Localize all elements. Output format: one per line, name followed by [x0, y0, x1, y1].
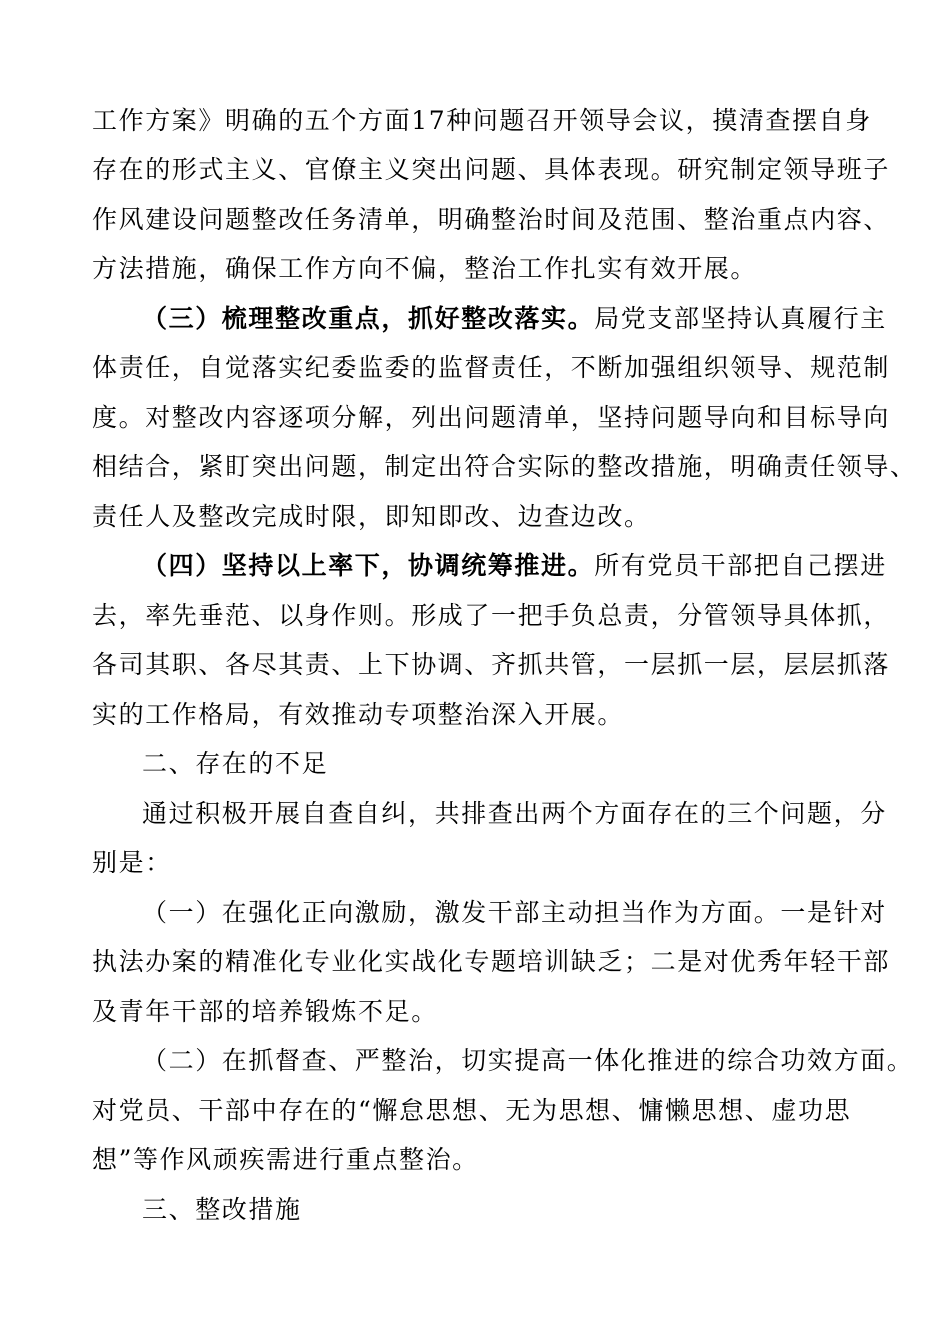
paragraph-line: 别是：: [92, 848, 172, 877]
paragraph-line: （二）在抓督查、严整治，切实提高一体化推进的综合功效方面。: [142, 1046, 914, 1075]
paragraph-line: 作风建设问题整改任务清单，明确整治时间及范围、整治重点内容、: [92, 205, 891, 234]
paragraph-line: 想”等作风顽疾需进行重点整治。: [92, 1145, 479, 1174]
paragraph-line: 方法措施，确保工作方向不偏，整治工作扎实有效开展。: [92, 254, 758, 283]
paragraph-line: 及青年干部的培养锻炼不足。: [92, 997, 438, 1026]
section-3-first-line-text: 局党支部坚持认真履行主: [594, 304, 887, 333]
paragraph-line: 度。对整改内容逐项分解，列出问题清单，坚持问题导向和目标导向: [92, 403, 891, 432]
section-3-heading: （三）梳理整改重点，抓好整改落实。: [142, 304, 595, 333]
section-4-heading: （四）坚持以上率下，协调统筹推进。: [142, 551, 595, 580]
section-3-first-line: [142, 302, 887, 336]
paragraph-line: 实的工作格局，有效推动专项整治深入开展。: [92, 700, 625, 729]
paragraph-line: 相结合，紧盯突出问题，制定出符合实际的整改措施，明确责任领导、: [92, 452, 917, 481]
section-4-first-line-text: 所有党员干部把自己摆进: [594, 551, 887, 580]
paragraph-line: 体责任，自觉落实纪委监委的监督责任，不断加强组织领导、规范制: [92, 353, 891, 382]
paragraph-line: 去，率先垂范、以身作则。形成了一把手负总责，分管领导具体抓，: [92, 601, 891, 630]
paragraph-line: 对党员、干部中存在的“懈怠思想、无为思想、慵懒思想、虚功思: [92, 1096, 852, 1125]
paragraph-line: 通过积极开展自查自纠，共排查出两个方面存在的三个问题，分: [142, 799, 887, 828]
section-4-first-line: [142, 549, 887, 583]
paragraph-line: 各司其职、各尽其责、上下协调、齐抓共管，一层抓一层，层层抓落: [92, 650, 891, 679]
section-heading-3: 三、整改措施: [142, 1195, 302, 1224]
paragraph-line: （一）在强化正向激励，激发干部主动担当作为方面。一是针对: [142, 898, 887, 927]
paragraph-line: 责任人及整改完成时限，即知即改、边查边改。: [92, 502, 651, 531]
paragraph-line: 执法办案的精准化专业化实战化专题培训缺乏；二是对优秀年轻干部: [92, 947, 891, 976]
paragraph-line: 存在的形式主义、官僚主义突出问题、具体表现。研究制定领导班子: [92, 155, 891, 184]
section-heading-2: 二、存在的不足: [142, 749, 329, 778]
paragraph-line: 工作方案》明确的五个方面17种问题召开领导会议，摸清查摆自身: [92, 106, 872, 135]
